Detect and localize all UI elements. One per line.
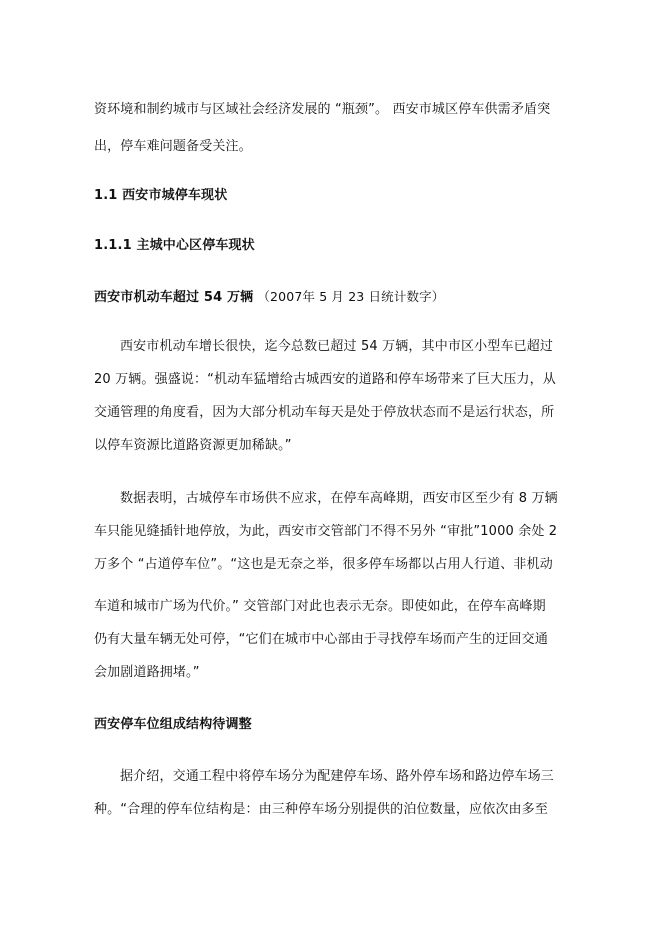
paragraph-line: 会加剧道路拥堵。” bbox=[94, 665, 200, 680]
paragraph-line: 以停车资源比道路资源更加稀缺。” bbox=[94, 438, 292, 453]
paragraph-line: 交通管理的角度看，因为大部分机动车每天是处于停放状态而不是运行状态，所 bbox=[94, 405, 555, 420]
paragraph-line: 西安市机动车增长很快，迄今总数已超过 54 万辆，其中市区小型车已超过 bbox=[120, 339, 554, 354]
paragraph-line: 车道和城市广场为代价。” 交管部门对此也表示无奈。即使如此，在停车高峰期 bbox=[94, 599, 546, 614]
subsection-title-structure: 西安停车位组成结构待调整 bbox=[94, 717, 252, 732]
section-heading-1-1: 1.1 西安市城停车现状 bbox=[94, 188, 228, 203]
section-heading-1-1-1: 1.1.1 主城中心区停车现状 bbox=[94, 238, 255, 253]
paragraph-line: 20 万辆。强盛说：“机动车猛增给古城西安的道路和停车场带来了巨大压力，从 bbox=[94, 372, 556, 387]
paragraph-line: 数据表明，古城停车市场供不应求，在停车高峰期，西安市区至少有 8 万辆 bbox=[120, 491, 558, 506]
intro-line-2: 出，停车难问题备受关注。 bbox=[94, 139, 252, 154]
subsection-title-note: （2007年 5 月 23 日统计数字） bbox=[253, 289, 445, 304]
subsection-title-text: 西安市机动车超过 54 万辆 bbox=[94, 290, 254, 305]
subsection-title-vehicles bbox=[94, 288, 444, 307]
paragraph-line: 万多个 “占道停车位”。“这也是无奈之举，很多停车场都以占用人行道、非机动 bbox=[94, 557, 553, 572]
paragraph-line: 车只能见缝插针地停放，为此，西安市交管部门不得不另外 “审批”1000 余处 2 bbox=[94, 524, 558, 539]
paragraph-line: 仍有大量车辆无处可停，“它们在城市中心部由于寻找停车场而产生的迂回交通 bbox=[94, 632, 548, 647]
intro-line-1: 资环境和制约城市与区域社会经济发展的 “瓶颈”。 西安市城区停车供需矛盾突 bbox=[94, 102, 551, 117]
paragraph-line: 据介绍，交通工程中将停车场分为配建停车场、路外停车场和路边停车场三 bbox=[120, 769, 554, 784]
paragraph-line: 种。“合理的停车位结构是：由三种停车场分别提供的泊位数量，应依次由多至 bbox=[94, 802, 548, 817]
